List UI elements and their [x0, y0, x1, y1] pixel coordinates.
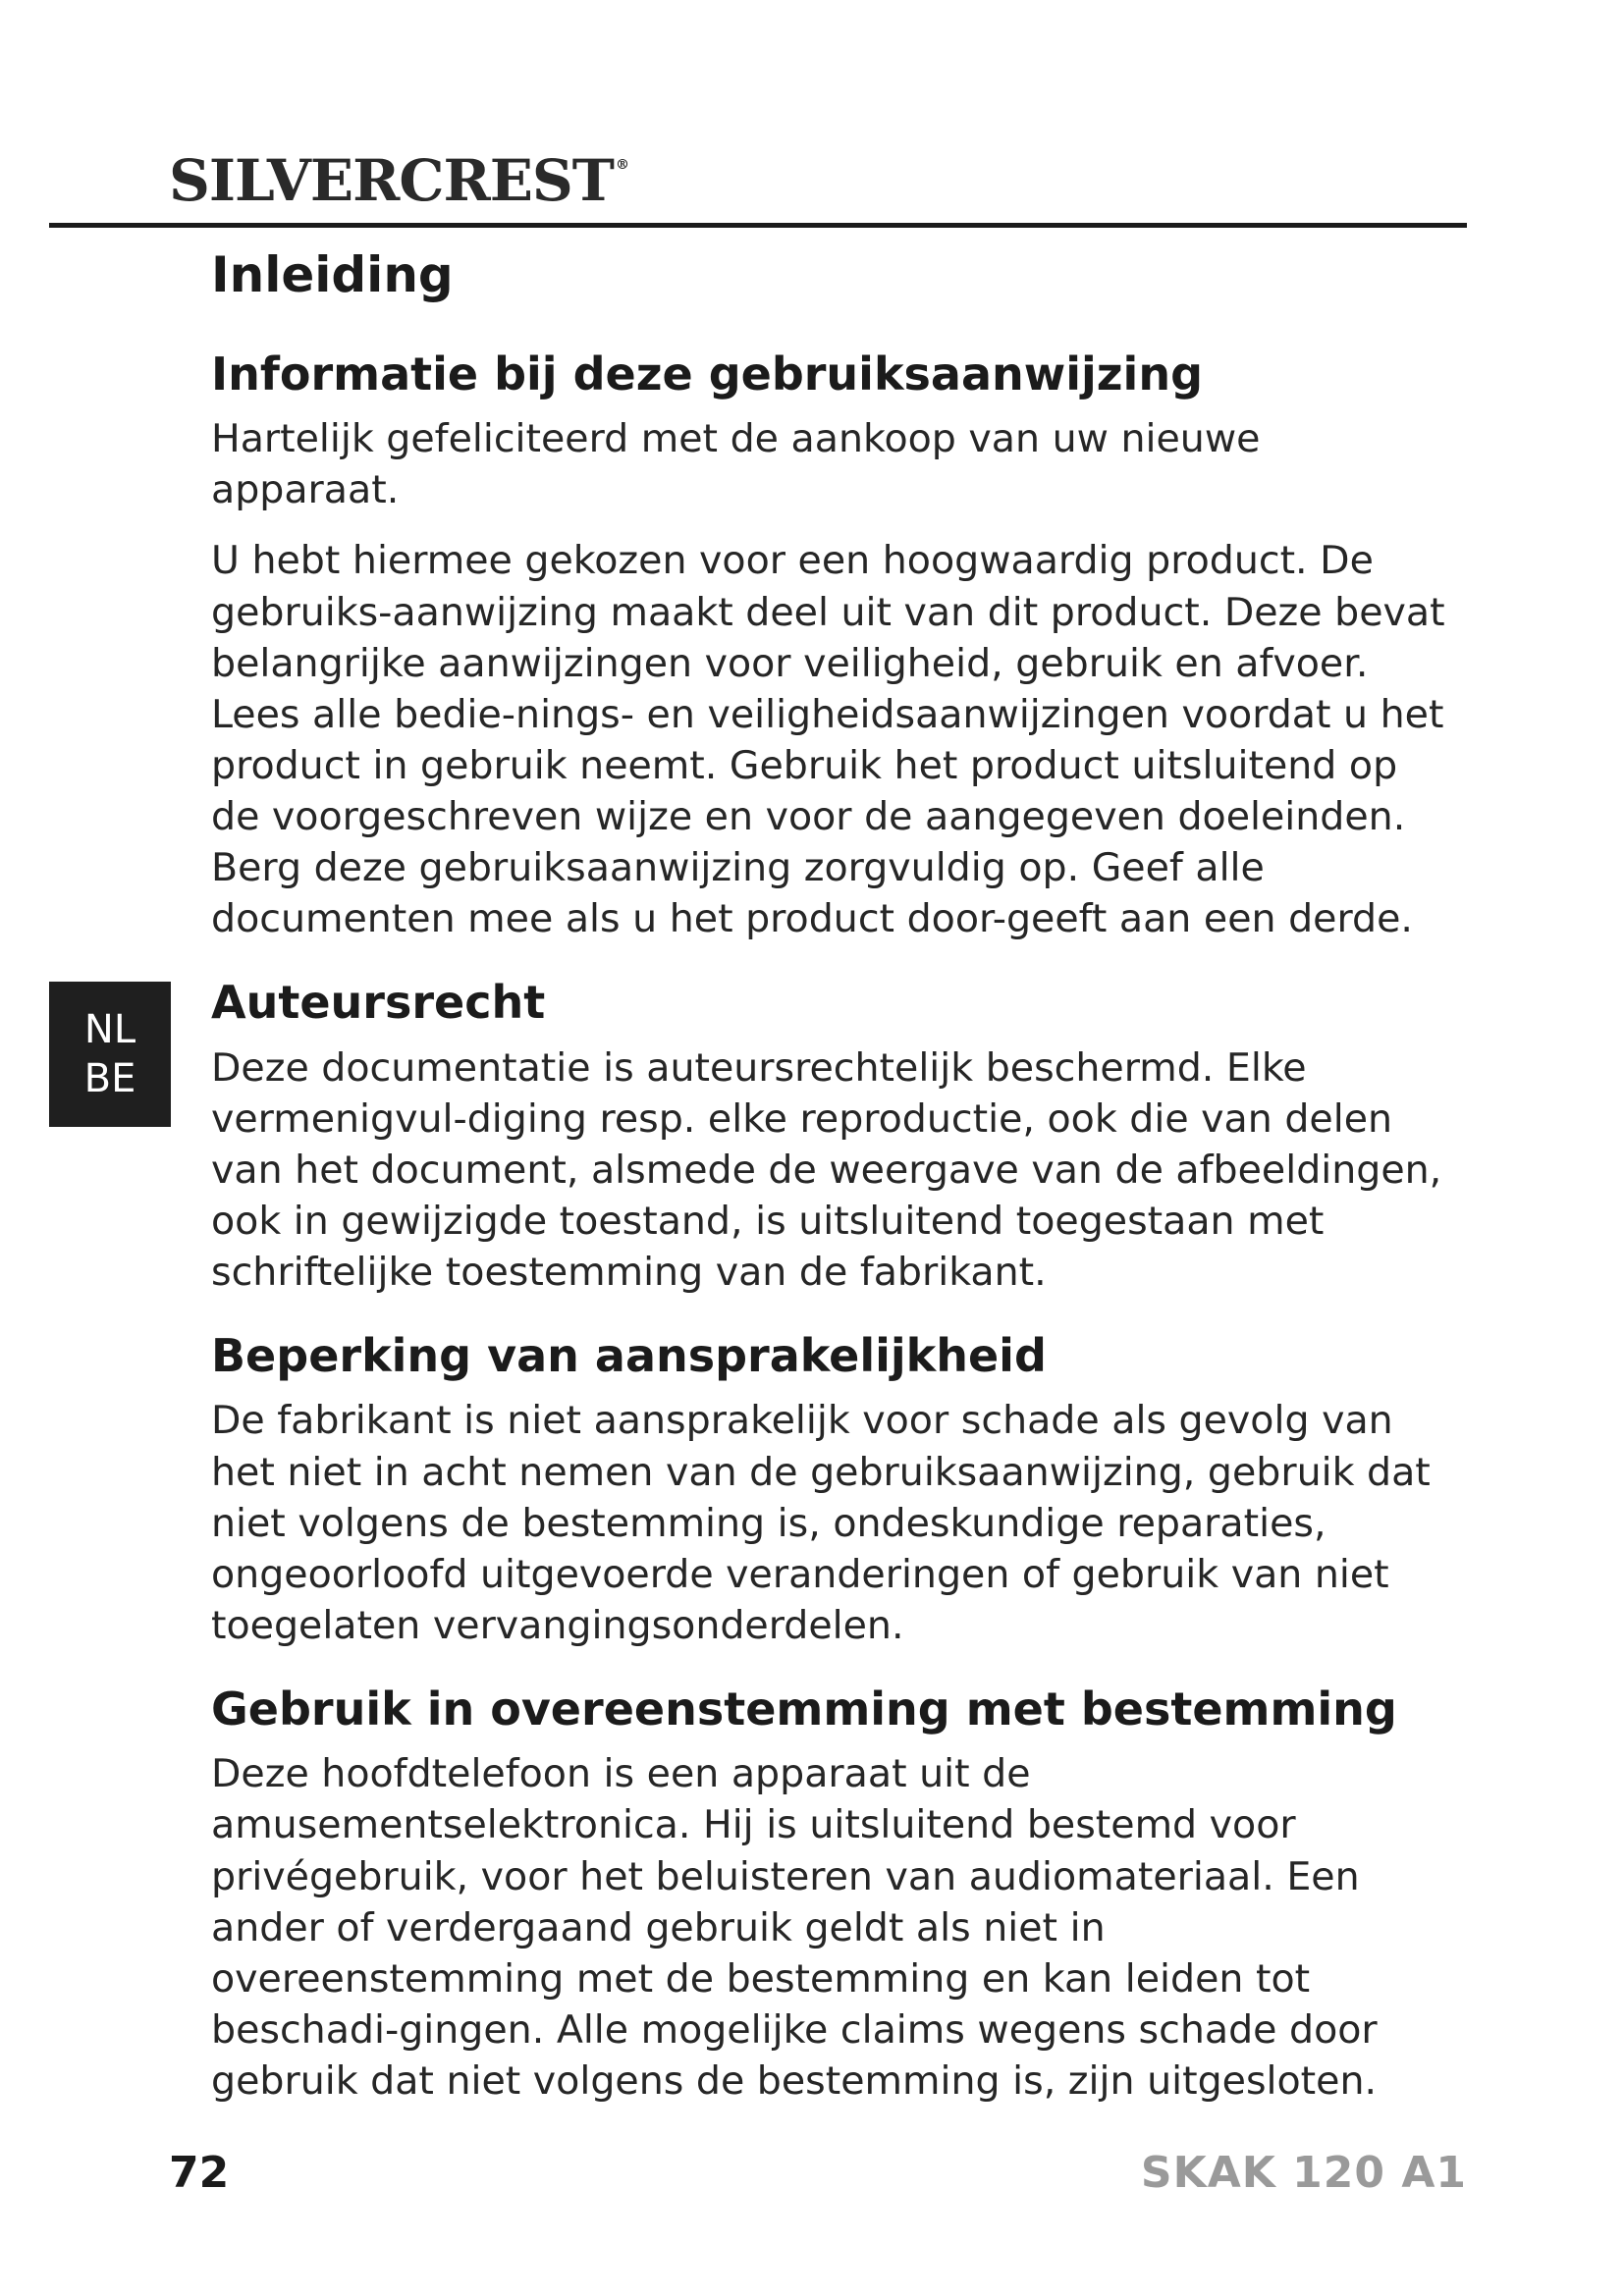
language-tab-line2: BE — [83, 1056, 136, 1101]
section-bestemming — [211, 1682, 1448, 2107]
header-rule — [49, 223, 1467, 228]
section-heading: Gebruik in overeenstemming met bestemming — [211, 1682, 1397, 1736]
language-tab — [49, 982, 171, 1127]
section-auteursrecht — [211, 976, 1448, 1298]
language-tab-line1: NL — [83, 1007, 136, 1052]
main-content — [211, 245, 1448, 2138]
section-heading: Auteursrecht — [211, 976, 546, 1030]
brand-crest: CREST — [399, 147, 614, 214]
section-paragraph: Deze hoofdtelefoon is een apparaat uit de amusementselektronica. Hij is uitsluitend bestemd voor privégebruik, voor het beluisteren van audiomateriaal. Een ander of verdergaand gebruik geldt als niet in overeenstemming met de bestemming en kan leiden tot beschadi-gingen. Alle mogelijke claims wegens schade door gebruik dat niet volgens de bestemming is, zijn uitgesloten. — [211, 1751, 1378, 2104]
section-paragraph: Hartelijk gefeliciteerd met de aankoop van uw nieuwe apparaat. — [211, 416, 1261, 513]
section-paragraph: U hebt hiermee gekozen voor een hoogwaardig product. De gebruiks-aanwijzing maakt deel uit van dit product. Deze bevat belangrijke aanwijzingen voor veiligheid, gebruik en afvoer. Lees alle bedie-nings- en veiligheidsaanwijzingen voordat u het product in gebruik neemt. Gebruik het product uitsluitend op de voorgeschreven wijze en voor de aangegeven doeleinden. Berg deze gebruiksaanwijzing zorgvuldig op. Geef alle documenten mee als u het product door-geeft aan een derde. — [211, 538, 1445, 942]
section-informatie — [211, 347, 1448, 944]
section-aansprakelijkheid — [211, 1329, 1448, 1651]
section-heading: Informatie bij deze gebruiksaanwijzing — [211, 347, 1204, 400]
section-heading: Beperking van aansprakelijkheid — [211, 1329, 1047, 1383]
brand-logo — [169, 147, 628, 214]
model-name: SKAK 120 A1 — [1140, 2148, 1467, 2198]
section-paragraph: Deze documentatie is auteursrechtelijk beschermd. Elke vermenigvul-diging resp. elke reproductie, ook die van delen van het document, alsmede de weergave van de afbeeldingen, ook in gewijzigde toestand, is uitsluitend toegestaan met schriftelijke toestemming van de fabrikant. — [211, 1044, 1442, 1296]
section-paragraph: De fabrikant is niet aansprakelijk voor schade als gevolg van het niet in acht nemen van de gebruiksaanwijzing, gebruik dat niet volgens de bestemming is, ondeskundige reparaties, ongeoorloofd uitgevoerde veranderingen of gebruik van niet toegelaten vervangingsonderdelen. — [211, 1398, 1431, 1648]
page-title: Inleiding — [211, 246, 454, 303]
page-number: 72 — [169, 2148, 230, 2198]
brand-silver: SILVER — [169, 147, 400, 214]
registered-mark: ® — [615, 157, 628, 173]
